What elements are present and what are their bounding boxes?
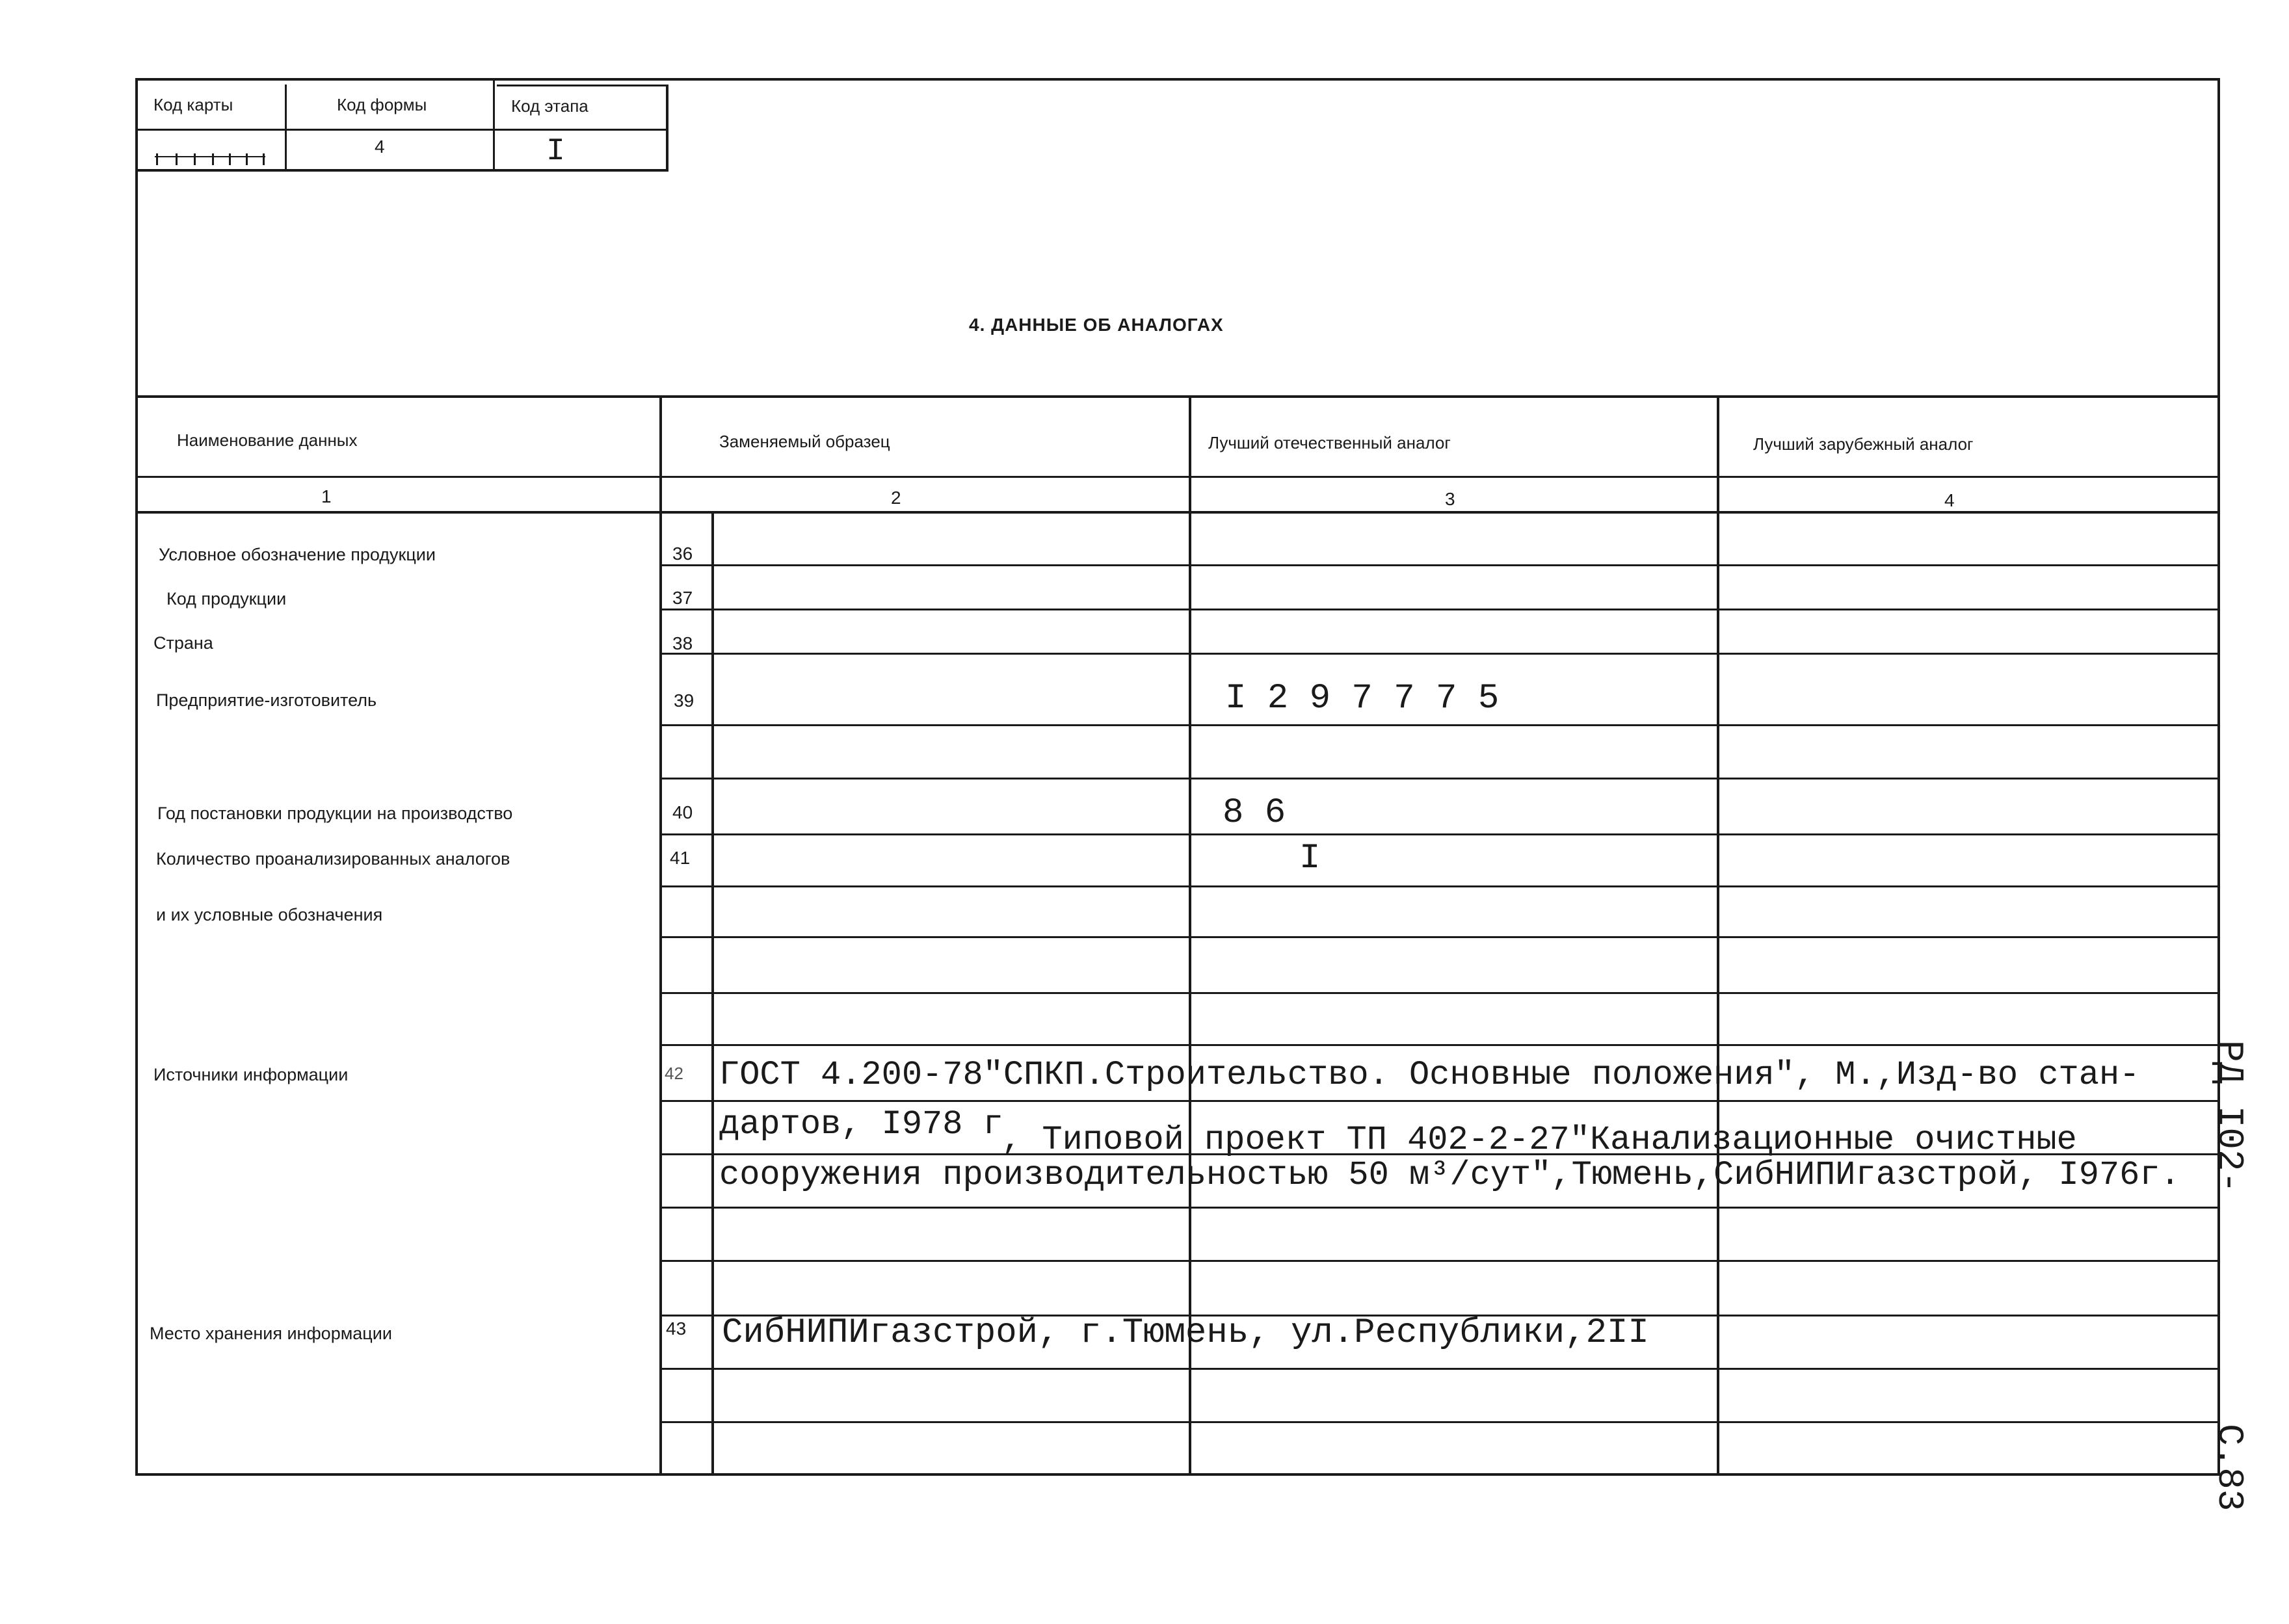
col3-number: 3	[1445, 489, 1455, 509]
row38-label: Страна	[153, 633, 213, 653]
row40-value-domestic: 8 6	[1223, 793, 1286, 833]
frame-left	[135, 78, 138, 1476]
col3-header: Лучший отечественный аналог	[1208, 433, 1451, 452]
col2-header: Заменяемый образец	[719, 432, 890, 451]
stage-code-value: I	[546, 134, 565, 169]
row39-label: Предприятие-изготовитель	[156, 690, 377, 710]
col4-header: Лучший зарубежный аналог	[1753, 434, 1974, 454]
col1-number: 1	[321, 486, 332, 506]
card-code-label: Код карты	[153, 95, 233, 114]
row40-number: 40	[672, 802, 693, 822]
row41-number: 41	[670, 848, 691, 868]
page-number-mark: С.83	[2208, 1424, 2250, 1512]
row37-number: 37	[672, 588, 693, 608]
frame-top	[135, 78, 2220, 81]
row41-label: Количество проанализированных аналогов	[156, 849, 510, 869]
col-divider-num	[711, 512, 714, 1476]
row42-label: Источники информации	[153, 1065, 349, 1084]
row42-source-line1: ГОСТ 4.200-78"СПКП.Строительство. Основные положения", М.,Изд-во стан-	[719, 1056, 2140, 1094]
row39-value-domestic: I 2 9 7 7 7 5	[1225, 679, 1500, 718]
frame-bottom	[135, 1473, 2220, 1476]
row41-value-domestic: I	[1299, 839, 1321, 878]
doc-code-mark: РД I02-	[2208, 1040, 2250, 1194]
row43-label: Место хранения информации	[150, 1324, 392, 1343]
row42-source-line2b: , Типовой проект ТП 402-2-27"Канализационные очистные	[1001, 1121, 2077, 1159]
row43-storage-value: СибНИПИгазстрой, г.Тюмень, ул.Республики,2II	[722, 1313, 1649, 1353]
row38-number: 38	[672, 633, 693, 653]
row39-number: 39	[674, 690, 695, 711]
stage-code-label: Код этапа	[511, 96, 589, 116]
row40-label: Год постановки продукции на производство	[157, 804, 513, 823]
col2-number: 2	[891, 488, 901, 508]
row42-source-line3: сооружения производительностью 50 м³/сут",Тюмень,СибНИПИгазстрой, I976г.	[719, 1156, 2180, 1194]
form-title: 4. ДАННЫЕ ОБ АНАЛОГАХ	[969, 315, 1224, 335]
row42-source-line2a: дартов, I978 г	[719, 1105, 1003, 1144]
row42-number: 42	[665, 1064, 683, 1083]
row36-number: 36	[672, 544, 693, 564]
row41-label-2: и их условные обозначения	[156, 905, 383, 924]
col1-header: Наименование данных	[177, 430, 358, 450]
row43-number: 43	[666, 1318, 687, 1339]
frame-right	[2217, 78, 2220, 1476]
form-code-value: 4	[375, 137, 385, 157]
col4-number: 4	[1944, 490, 1955, 510]
row37-label: Код продукции	[166, 589, 287, 609]
form-code-label: Код формы	[337, 95, 427, 114]
row36-label: Условное обозначение продукции	[159, 545, 436, 564]
